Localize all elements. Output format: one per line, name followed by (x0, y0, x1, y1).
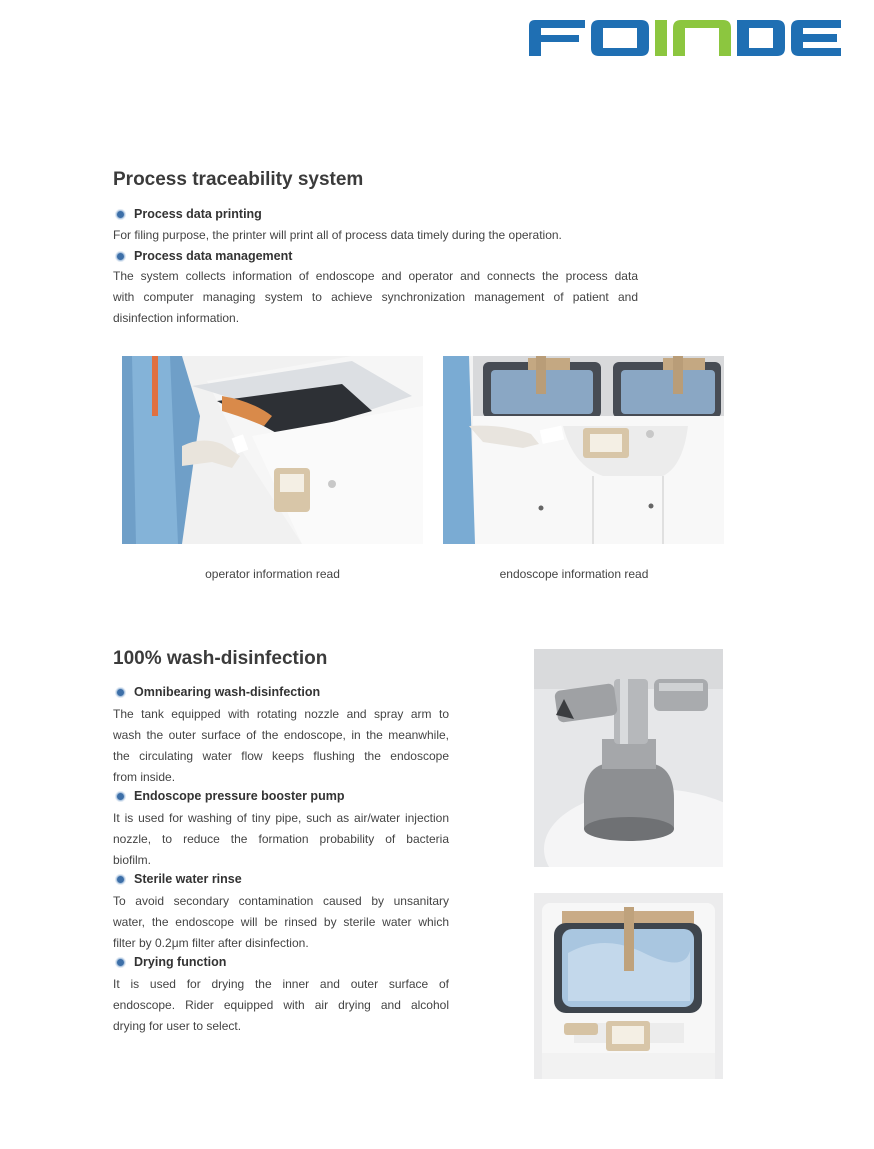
paragraph-printing (113, 225, 643, 246)
text-line: It is used for washing of tiny pipe, such as air/water injection (113, 811, 449, 825)
bullet-heading: Endoscope pressure booster pump (134, 789, 345, 803)
text-line: To avoid secondary contamination caused by unsanitary (113, 894, 449, 908)
paragraph-omnibearing (113, 704, 449, 767)
paragraph-sterile-end (113, 933, 449, 954)
text-line: endoscope. Rider equipped with air drying and alcohol (113, 998, 449, 1012)
paragraph-omnibearing-end (113, 767, 449, 788)
bullet-dot-icon (116, 792, 125, 801)
bullet-heading: Sterile water rinse (134, 872, 242, 886)
bullet-heading: Drying function (134, 955, 227, 969)
paragraph-booster-end (113, 850, 449, 871)
text-line: nozzle, to reduce the formation probability of bacteria (113, 832, 449, 846)
section-title-traceability: Process traceability system (113, 169, 364, 190)
bullet-booster-pump (113, 789, 344, 803)
endoscope-photo (443, 356, 724, 544)
caption-endoscope: endoscope information read (499, 567, 649, 581)
text-line: The system collects information of endoscope and operator and connects the process data (113, 269, 638, 283)
text-line: the circulating water flow keeps flushing the endoscope (113, 749, 449, 763)
text-line: biofilm. (113, 853, 152, 867)
paragraph-drying-end (113, 1016, 449, 1037)
text-line: It is used for drying the inner and outer surface of (113, 977, 449, 991)
paragraph-booster (113, 808, 449, 850)
text-line: For filing purpose, the printer will print all of process data timely during the operation. (113, 228, 562, 242)
bullet-omnibearing (113, 685, 320, 699)
text-line: disinfection information. (113, 311, 240, 325)
text-line: with computer managing system to achieve synchronization management of patient and (113, 290, 638, 304)
caption-operator: operator information read (205, 567, 340, 581)
operator-photo (122, 356, 423, 544)
bullet-heading: Omnibearing wash-disinfection (134, 685, 321, 699)
tank-photo (534, 893, 723, 1079)
bullet-dot-icon (116, 875, 125, 884)
section-title-wash: 100% wash-disinfection (113, 648, 328, 669)
bullet-drying (113, 955, 226, 969)
foinoe-logo (527, 18, 843, 58)
text-line: wash the outer surface of the endoscope, in the meanwhile, (113, 728, 449, 742)
text-line: from inside. (113, 770, 176, 784)
text-line: filter by 0.2μm filter after disinfection. (113, 936, 309, 950)
bullet-dot-icon (116, 688, 125, 697)
bullet-dot-icon (116, 958, 125, 967)
bullet-heading: Process data management (134, 249, 293, 263)
text-line: water, the endoscope will be rinsed by sterile water which (113, 915, 449, 929)
paragraph-management (113, 266, 638, 308)
bullet-heading: Process data printing (134, 207, 262, 221)
bullet-sterile-rinse (113, 872, 242, 886)
text-line: The tank equipped with rotating nozzle and spray arm to (113, 707, 449, 721)
paragraph-sterile (113, 891, 449, 933)
bullet-process-data-management (113, 249, 292, 263)
bullet-process-data-printing (113, 207, 262, 221)
bullet-dot-icon (116, 210, 125, 219)
nozzle-photo (534, 649, 723, 867)
bullet-dot-icon (116, 252, 125, 261)
paragraph-drying (113, 974, 449, 1016)
text-line: drying for user to select. (113, 1019, 242, 1033)
paragraph-management-end (113, 308, 638, 329)
